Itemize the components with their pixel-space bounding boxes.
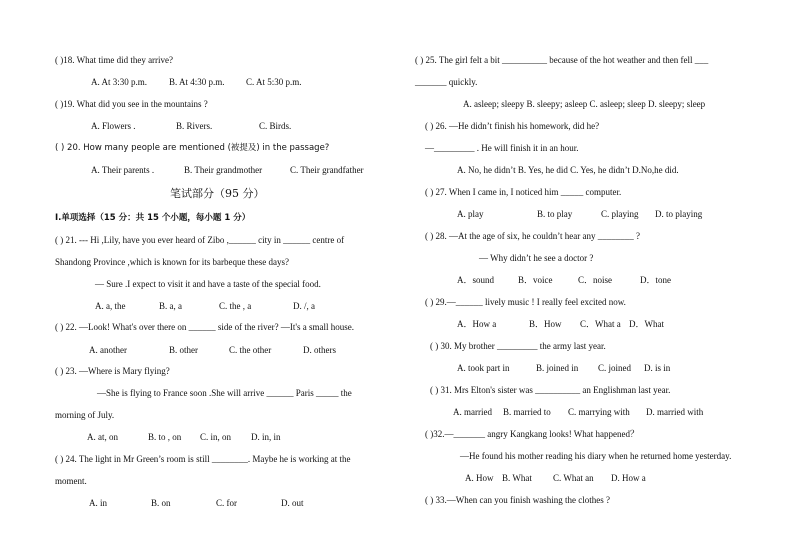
q19-option-c: C. Birds. — [259, 121, 292, 131]
q21-option-d: D. /, a — [293, 301, 315, 311]
q29-option-b: B．How — [529, 319, 562, 329]
q31-stem: ( ) 31. Mrs Elton's sister was __________ an Englishman last year. — [430, 385, 671, 395]
q19-option-b: B. Rivers. — [176, 121, 213, 131]
q20-option-b: B. Their grandmother — [184, 165, 263, 175]
q24-option-b: B. on — [151, 498, 171, 508]
q27-stem: ( ) 27. When I came in, I noticed him _____ computer. — [425, 187, 622, 197]
q20-option-a: A. Their parents . — [91, 165, 155, 175]
q25-options: A. asleep; sleepy B. sleepy; asleep C. asleep; sleep D. sleepy; sleep — [463, 99, 706, 109]
q22-option-d: D. others — [303, 345, 336, 355]
q28-line2: — Why didn’t he see a doctor ? — [479, 253, 594, 263]
q28-option-c: C．noise — [578, 275, 613, 285]
q32-option-c: C. What an — [553, 473, 594, 483]
q23-stem: ( ) 23. —Where is Mary flying? — [55, 366, 170, 376]
q21-line2: Shandong Province ,which is known for its barbeque these days? — [55, 257, 289, 267]
q23-option-c: C. in, on — [200, 432, 232, 442]
q32-option-b: B. What — [502, 473, 532, 483]
q23-line2: —She is flying to France soon .She will arrive ______ Paris _____ the — [97, 388, 352, 398]
q23-option-d: D. in, in — [251, 432, 281, 442]
q19-option-a: A. Flowers . — [91, 121, 136, 131]
q21-option-b: B. a, a — [159, 301, 182, 311]
q26-line2: —_________ . He will finish it in an hour. — [425, 143, 579, 153]
q32-stem: ( )32.—_______ angry Kangkang looks! What happened？ — [425, 429, 640, 439]
q24-line1: ( ) 24. The light in Mr Green’s room is still ________. Maybe he is working at the — [55, 454, 351, 464]
q30-option-c: C. joined — [598, 363, 631, 373]
q29-option-d: D．What — [629, 319, 664, 329]
q21-line3: — Sure .I expect to visit it and have a taste of the special food. — [95, 279, 321, 289]
q19-stem: ( )19. What did you see in the mountains ? — [55, 99, 208, 109]
q25-line2: _______ quickly. — [415, 77, 478, 87]
q20-option-c: C. Their grandfather — [290, 165, 364, 175]
q24-option-d: D. out — [281, 498, 304, 508]
q30-option-b: B. joined in — [536, 363, 579, 373]
q29-stem: ( ) 29.—______ lively music ! I really feel excited now. — [425, 297, 626, 307]
q27-option-c: C. playing — [601, 209, 639, 219]
section-heading: I.单项选择（15 分：共 15 个小题，每小题 1 分） — [55, 213, 251, 223]
q21-line1: ( ) 21. --- Hi ,Lily, have you ever heard of Zibo ,______ city in ______ centre of — [55, 235, 345, 245]
q24-option-c: C. for — [216, 498, 237, 508]
q18-option-b: B. At 4:30 p.m. — [169, 77, 225, 87]
q32-option-d: D. How a — [611, 473, 646, 483]
q18-option-a: A. At 3:30 p.m. — [91, 77, 148, 87]
q24-option-a: A. in — [89, 498, 107, 508]
q25-line1: ( ) 25. The girl felt a bit __________ because of the hot weather and then fell ___ — [415, 55, 709, 65]
q32-option-a: A. How — [465, 473, 494, 483]
q23-option-a: A. at, on — [87, 432, 118, 442]
q18-option-c: C. At 5:30 p.m. — [246, 77, 302, 87]
q22-stem: ( ) 22. —Look! What's over there on ______ side of the river? —It's a small house. — [55, 322, 355, 332]
section-title: 笔试部分（95 分） — [170, 187, 265, 200]
q28-stem: ( ) 28. —At the age of six, he couldn’t hear any ________ ? — [425, 231, 641, 241]
q22-option-b: B. other — [169, 345, 198, 355]
q30-option-d: D. is in — [644, 363, 671, 373]
q22-option-c: C. the other — [229, 345, 272, 355]
q31-option-a: A. married — [453, 407, 492, 417]
q22-option-a: A. another — [89, 345, 127, 355]
q18-stem: ( )18. What time did they arrive? — [55, 55, 174, 65]
q28-option-d: D．tone — [640, 275, 671, 285]
q29-option-a: A．How a — [457, 319, 497, 329]
q31-option-b: B. married to — [503, 407, 551, 417]
q33-stem: ( ) 33.—When can you finish washing the clothes ? — [425, 495, 610, 505]
q30-option-a: A. took part in — [457, 363, 510, 373]
q27-option-a: A. play — [457, 209, 484, 219]
q28-option-b: B．voice — [518, 275, 553, 285]
q23-line3: morning of July. — [55, 410, 115, 420]
q29-option-c: C．What a — [580, 319, 621, 329]
q23-option-b: B. to , on — [148, 432, 182, 442]
q26-options: A. No, he didn’t B. Yes, he did C. Yes, he didn’t D.No,he did. — [457, 165, 679, 175]
q31-option-d: D. married with — [646, 407, 704, 417]
q31-option-c: C. marrying with — [568, 407, 630, 417]
q20-stem: ( ) 20. How many people are mentioned (被提及) in the passage? — [55, 143, 330, 153]
q26-stem: ( ) 26. —He didn’t finish his homework, did he? — [425, 121, 600, 131]
q32-line2: —He found his mother reading his diary when he returned home yesterday. — [460, 451, 732, 461]
q28-option-a: A．sound — [457, 275, 495, 285]
q24-line2: moment. — [55, 476, 87, 486]
q21-option-a: A. a, the — [95, 301, 126, 311]
q27-option-d: D. to playing — [655, 209, 703, 219]
q27-option-b: B. to play — [537, 209, 573, 219]
q30-stem: ( ) 30. My brother _________ the army last year. — [430, 341, 606, 351]
q21-option-c: C. the , a — [219, 301, 252, 311]
